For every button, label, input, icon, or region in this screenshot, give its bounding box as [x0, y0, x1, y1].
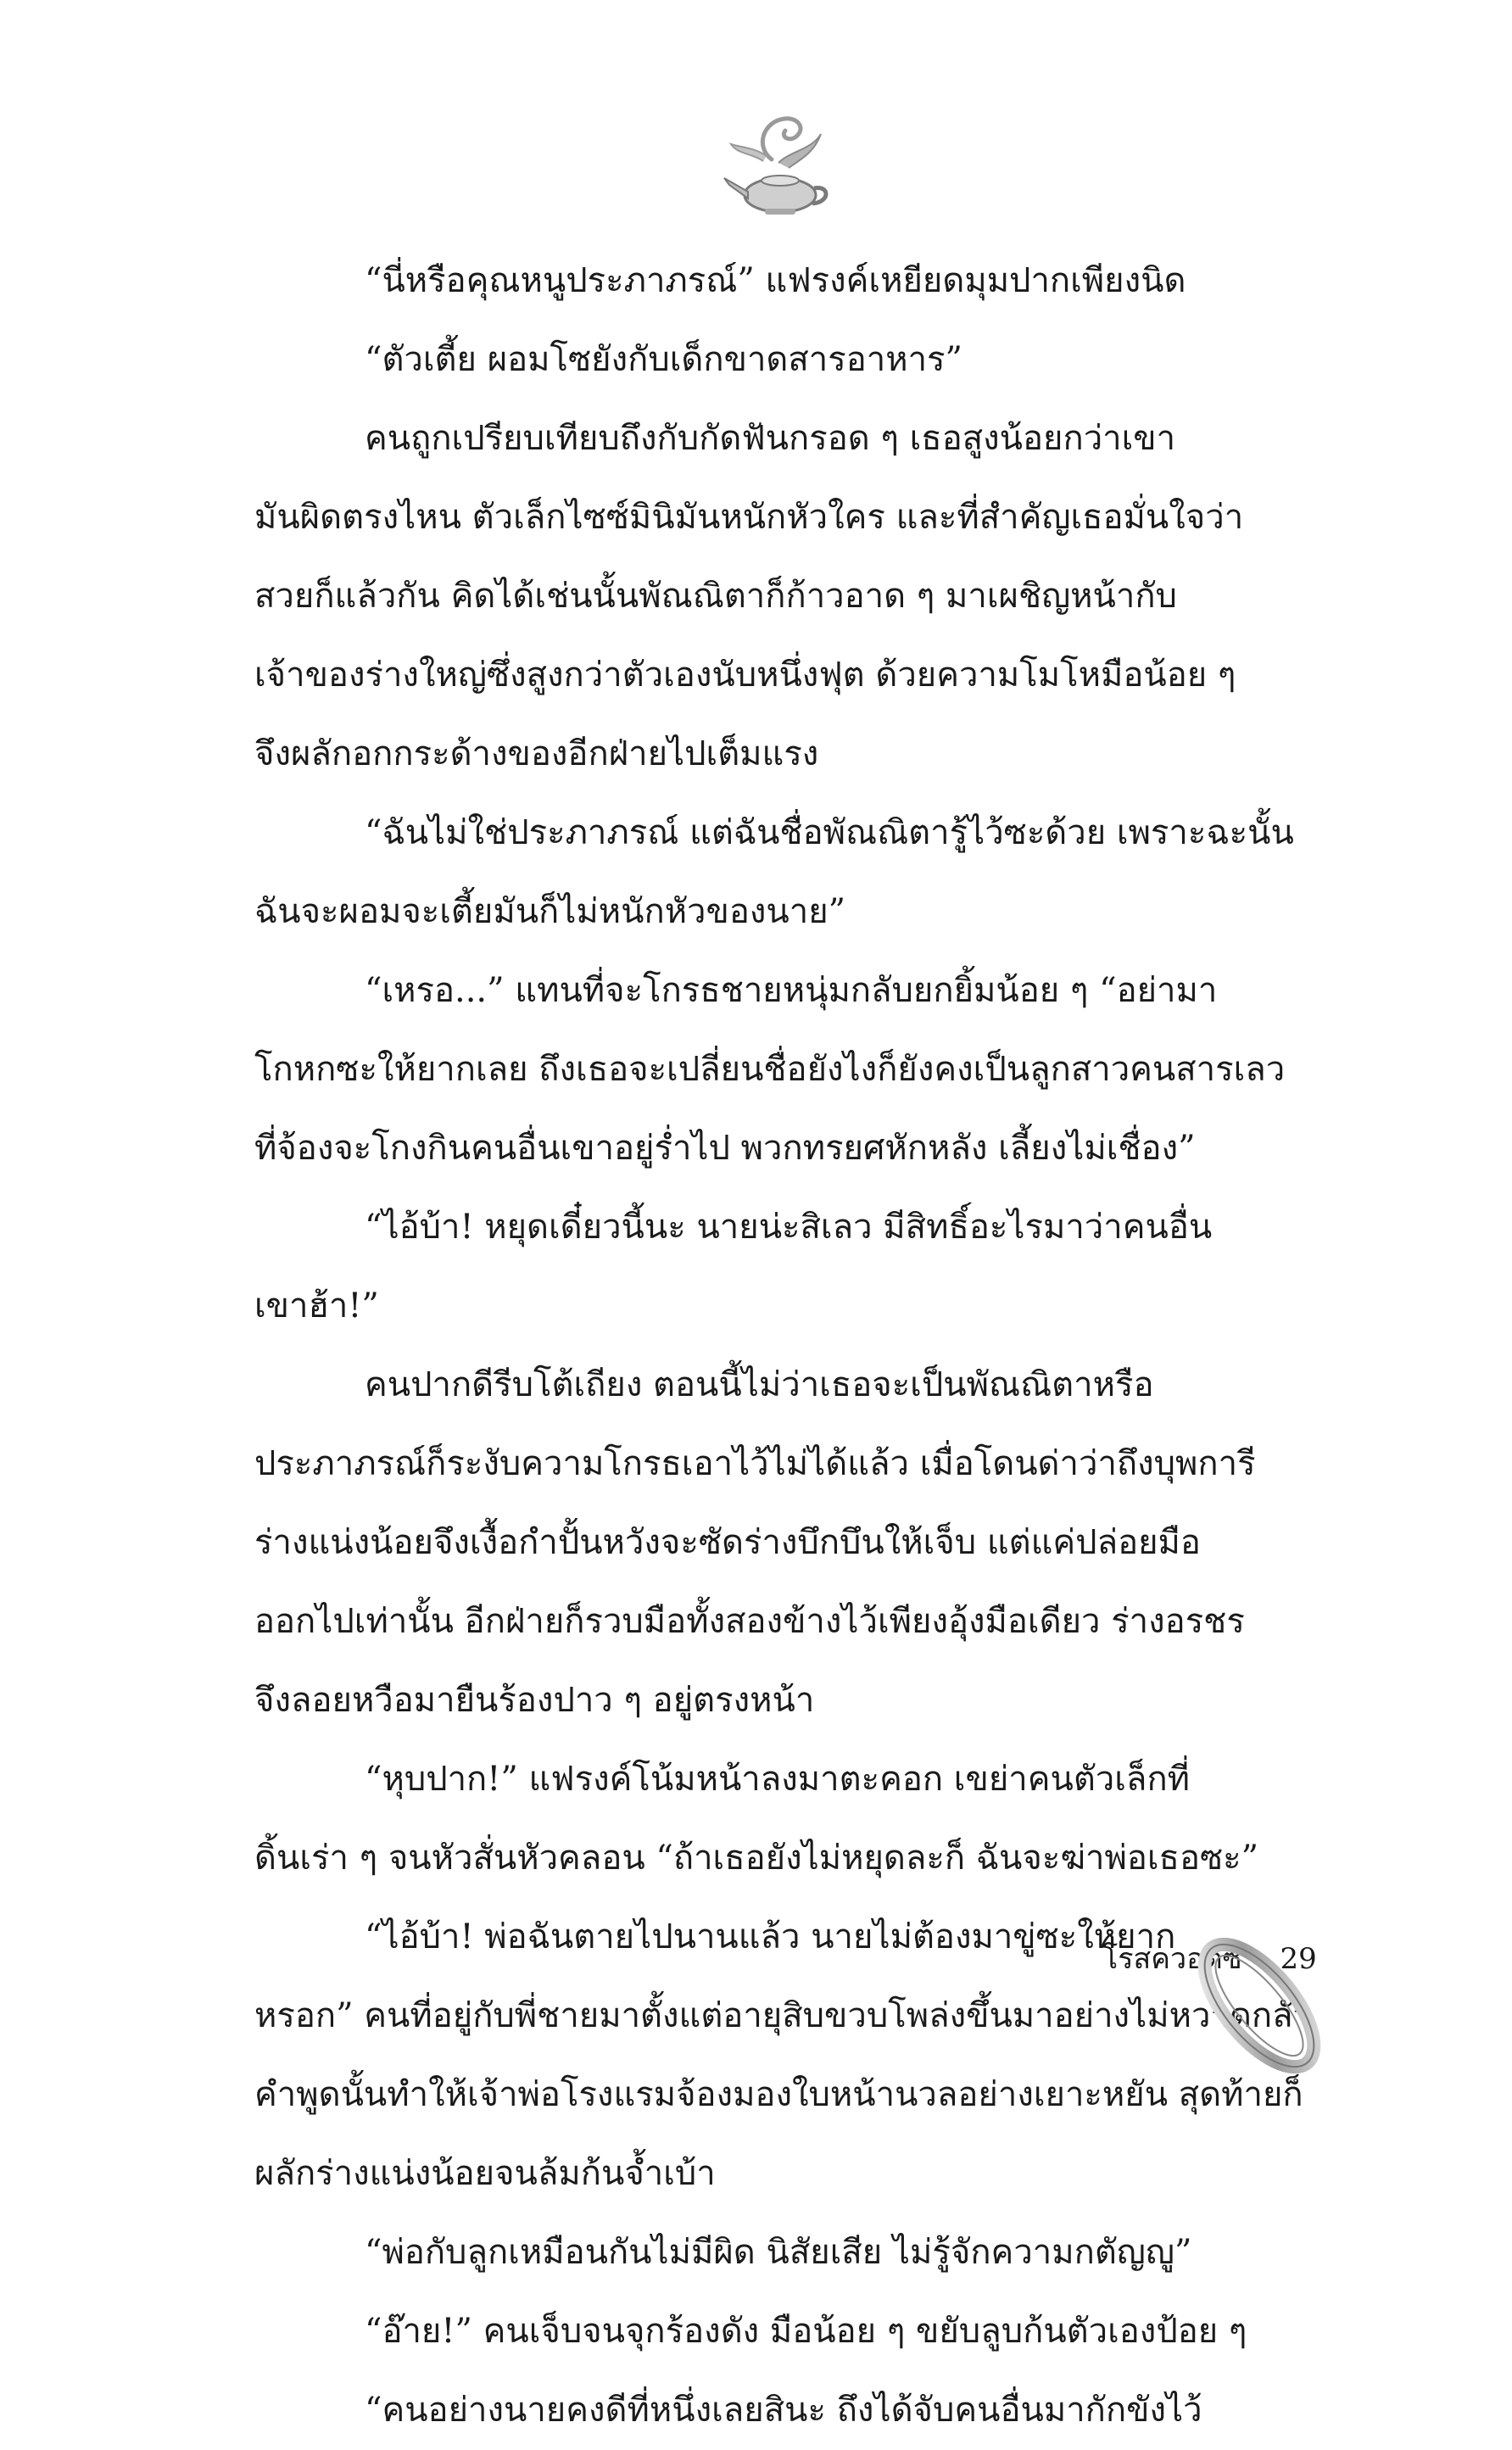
book-title: โรสควอตซ์ — [1102, 1942, 1242, 1976]
text-line: คนถูกเปรียบเทียบถึงกับกัดฟันกรอด ๆ เธอสูงน้อยกว่าเขา — [365, 419, 1176, 458]
text-line: ประภาภรณ์ก็ระงับความโกรธเอาไว้ไม่ได้แล้ว เมื่อโดนด่าว่าถึงบุพการี — [254, 1444, 1256, 1483]
text-line: ที่จ้องจะโกงกินคนอื่นเขาอยู่ร่ำไป พวกทรยศหักหลัง เลี้ยงไม่เชื่อง” — [254, 1129, 1196, 1168]
text-line: “คนอย่างนายคงดีที่หนึ่งเลยสินะ ถึงได้จับคนอื่นมากักขังไว้ — [365, 2391, 1202, 2430]
text-line: ดิ้นเร่า ๆ จนหัวสั่นหัวคลอน “ถ้าเธอยังไม่หยุดละก็ ฉันจะฆ่าพ่อเธอซะ” — [254, 1839, 1259, 1878]
text-line: โกหกซะให้ยากเลย ถึงเธอจะเปลี่ยนชื่อยังไงก็ยังคงเป็นลูกสาวคนสารเลว — [254, 1050, 1286, 1089]
page-number: 29 — [1280, 1942, 1317, 1976]
text-line: มันผิดตรงไหน ตัวเล็กไซซ์มินิมันหนักหัวใคร และที่สำคัญเธอมั่นใจว่า — [254, 498, 1244, 537]
text-line: เขาฮ้า!” — [254, 1286, 379, 1325]
text-line: คำพูดนั้นทำให้เจ้าพ่อโรงแรมจ้องมองใบหน้านวลอย่างเยาะหยัน สุดท้ายก็ — [254, 2075, 1303, 2114]
text-line: “ไอ้บ้า! พ่อฉันตายไปนานแล้ว นายไม่ต้องมาขู่ซะให้ยาก — [365, 1917, 1176, 1956]
text-line: ออกไปเท่านั้น อีกฝ่ายก็รวบมือทั้งสองข้างไว้เพียงอุ้งมือเดียว ร่างอรชร — [254, 1602, 1245, 1641]
text-line: “ฉันไม่ใช่ประภาภรณ์ แต่ฉันชื่อพัณณิตารู้ไว้ซะด้วย เพราะฉะนั้น — [365, 813, 1294, 852]
text-line: “นี่หรือคุณหนูประภาภรณ์” แฟรงค์เหยียดมุมปากเพียงนิด — [365, 261, 1186, 300]
ring-icon — [1191, 1921, 1327, 2090]
teapot-ornament-icon — [712, 100, 840, 227]
text-line: “พ่อกับลูกเหมือนกันไม่มีผิด นิสัยเสีย ไม่รู้จักความกตัญญู” — [365, 2233, 1192, 2272]
text-line: “อ๊าย!” คนเจ็บจนจุกร้องดัง มือน้อย ๆ ขยับลูบก้นตัวเองป้อย ๆ — [365, 2312, 1247, 2351]
text-line: “หุบปาก!” แฟรงค์โน้มหน้าลงมาตะคอก เขย่าคนตัวเล็กที่ — [365, 1760, 1191, 1799]
text-line: “ตัวเตี้ย ผอมโซยังกับเด็กขาดสารอาหาร” — [365, 340, 962, 379]
text-line: “ไอ้บ้า! หยุดเดี๋ยวนี้นะ นายน่ะสิเลว มีสิทธิ์อะไรมาว่าคนอื่น — [365, 1208, 1213, 1247]
text-line: ร่างแน่งน้อยจึงเงื้อกำปั้นหวังจะซัดร่างบึกบึนให้เจ็บ แต่แค่ปล่อยมือ — [254, 1523, 1201, 1562]
body-text — [254, 242, 1314, 2450]
text-line: “เหรอ...” แทนที่จะโกรธชายหนุ่มกลับยกยิ้มน้อย ๆ “อย่ามา — [365, 971, 1218, 1010]
text-line: เจ้าของร่างใหญ่ซึ่งสูงกว่าตัวเองนับหนึ่งฟุต ด้วยความโมโหมือน้อย ๆ — [254, 656, 1236, 695]
text-line: หรอก” คนที่อยู่กับพี่ชายมาตั้งแต่อายุสิบขวบโพล่งขึ้นมาอย่างไม่หวาดกลัว — [254, 1996, 1313, 2035]
text-line: คนปากดีรีบโต้เถียง ตอนนี้ไม่ว่าเธอจะเป็นพัณณิตาหรือ — [365, 1365, 1154, 1404]
text-line: จึงลอยหวือมายืนร้องปาว ๆ อยู่ตรงหน้า — [254, 1681, 815, 1720]
text-line: ฉันจะผอมจะเตี้ยมันก็ไม่หนักหัวของนาย” — [254, 892, 846, 931]
text-line: ผลักร่างแน่งน้อยจนล้มก้นจ้ำเบ้า — [254, 2154, 716, 2193]
text-line: จึงผลักอกกระด้างของอีกฝ่ายไปเต็มแรง — [254, 734, 819, 773]
text-line: สวยก็แล้วกัน คิดได้เช่นนั้นพัณณิตาก็ก้าวอาด ๆ มาเผชิญหน้ากับ — [254, 577, 1177, 616]
